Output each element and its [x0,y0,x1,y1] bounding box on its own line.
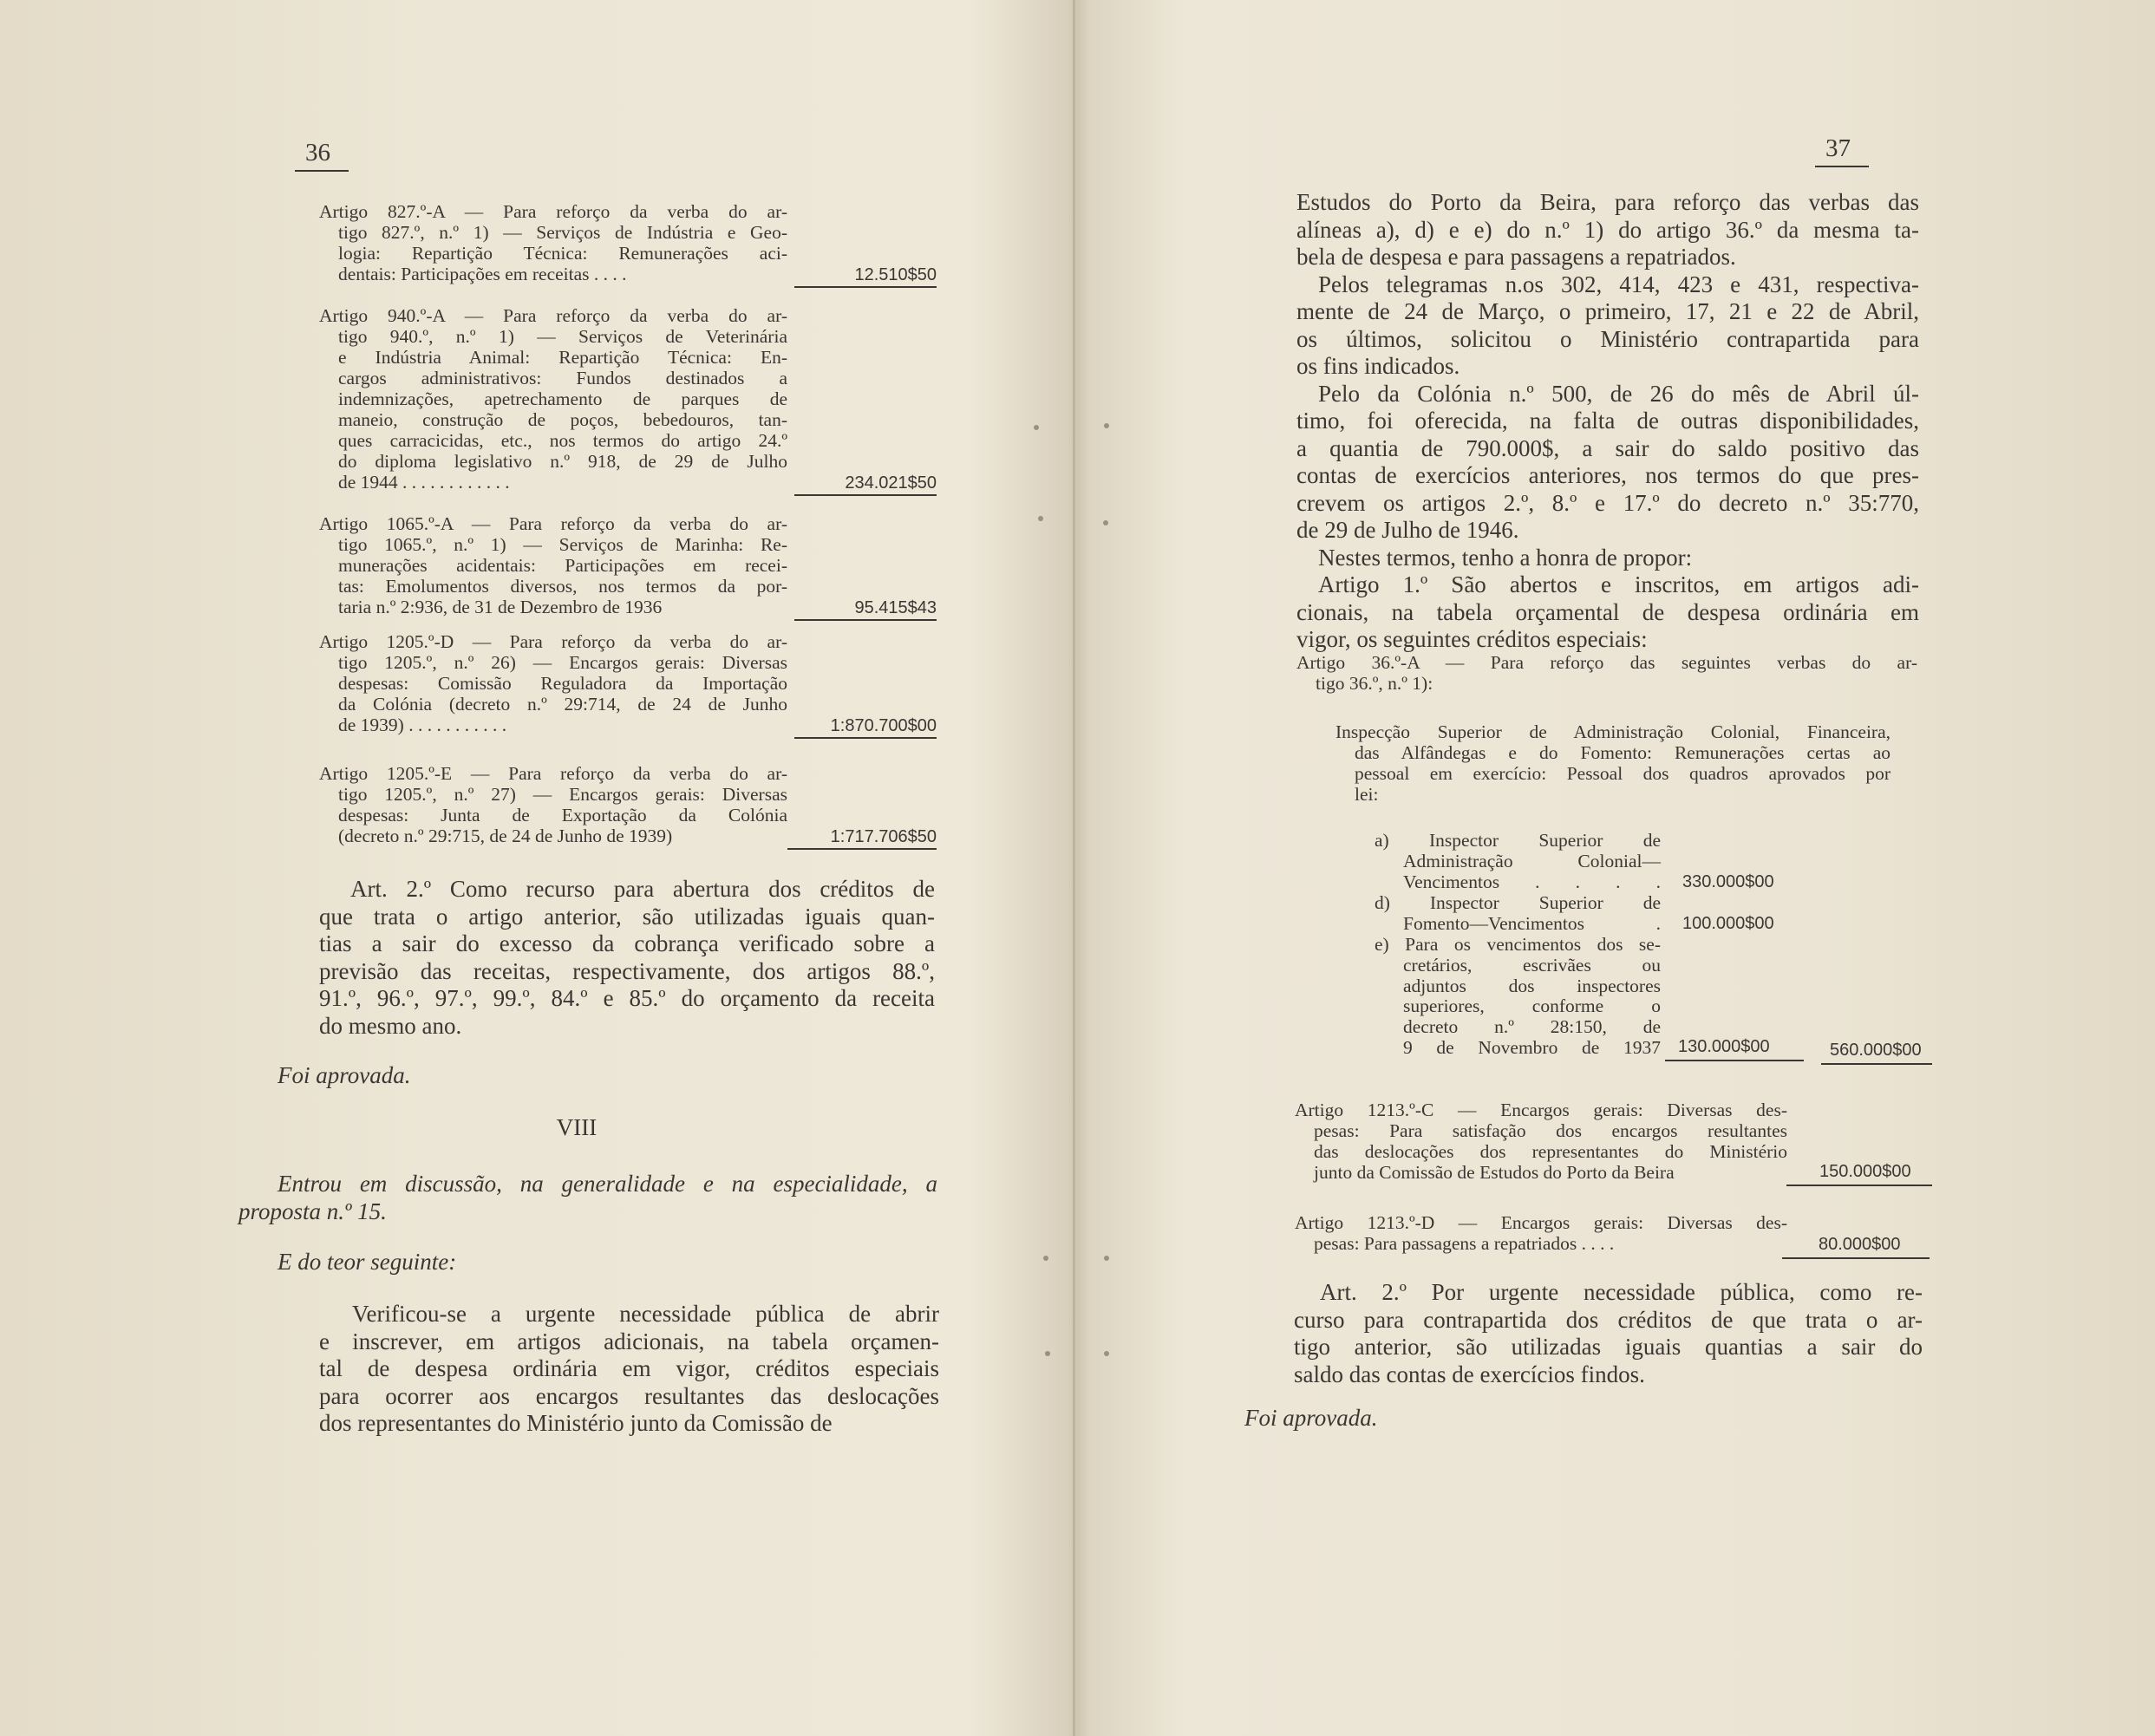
text-line: proposta n.º 15. [238,1198,387,1224]
amount-text: 560.000$00 [1830,1041,1922,1060]
item-a-amount [1682,872,1774,893]
text-line: Fomento—Vencimentos . [1403,912,1661,934]
page-number-text: 37 [1825,134,1851,162]
text-line: cretários, escrivães ou [1403,954,1661,976]
text-line: a quantia de 790.000$, a sair do saldo positivo das [1296,434,1919,461]
tenor-text: E do teor seguinte: [278,1249,457,1275]
paper-speck [1038,516,1043,521]
text-line: Artigo 36.º-A — Para reforço das seguintes verbas do ar- [1296,652,1917,673]
text-line: de 29 de Julho de 1946. [1296,517,1519,543]
text-line: curso para contrapartida dos créditos de que trata o ar- [1294,1306,1923,1333]
text-line: taria n.º 2:936, de 31 de Dezembro de 1936 [338,597,663,617]
text-line: Inspecção Superior de Administração Colonial, Financeira, [1335,721,1891,742]
total-rule [1821,1063,1932,1065]
article-36-heading [1296,652,1917,694]
text-line: do diploma legislativo n.º 918, de 29 de Julho [338,451,787,472]
paper-speck [1103,520,1108,525]
text-line: crevem os artigos 2.º, 8.º e 17.º do decreto n.º 35:770, [1296,489,1919,516]
text-line: Art. 2.º Como recurso para abertura dos créditos de [350,876,935,902]
paper-speck [1104,1351,1109,1356]
approval-text: Foi aprovada. [278,1062,411,1088]
tenor-line [278,1249,456,1276]
text-line: tigo 1205.º, n.º 26) — Encargos gerais: Diversas [338,652,787,673]
text-line: Entrou em discussão, na generalidade e na especialidade, a [278,1171,937,1197]
text-line: tigo 940.º, n.º 1) — Serviços de Veterinária [338,326,787,347]
text-line: cargos administrativos: Fundos destinados a [338,368,787,388]
page-number-rule [295,170,349,172]
right-page [1075,0,2155,1736]
text-line: d) Inspector Superior de [1375,892,1661,913]
amount-rule [1786,1185,1932,1186]
proposal-paragraph [319,1301,939,1438]
text-line: para ocorrer aos encargos resultantes das deslocações [319,1382,939,1409]
article-2-paragraph [319,876,935,1040]
text-line: contas de exercícios anteriores, nos termos do que pres- [1296,462,1919,488]
text-line: tigo 1065.º, n.º 1) — Serviços de Marinha: Re- [338,534,787,555]
text-line: tal de despesa ordinária em vigor, créditos especiais [319,1355,939,1381]
section-heading [538,1114,616,1141]
text-line: que trata o artigo anterior, são utilizadas iguais quan- [319,903,935,930]
text-line: Artigo 1065.º-A — Para reforço da verba do ar- [319,513,787,534]
page-number-right [1825,134,1851,163]
text-line: Verificou-se a urgente necessidade pública de abrir [352,1301,939,1327]
text-line: cionais, na tabela orçamental de despesa ordinária em [1296,598,1919,625]
text-line: junto da Comissão de Estudos do Porto da Beira [1314,1162,1675,1183]
item-e-amount [1678,1037,1770,1058]
entry-amount: 1:870.700$00 [830,716,937,735]
article-1213d [1295,1212,1787,1254]
text-line: tigo 1205.º, n.º 27) — Encargos gerais: Diversas [338,784,787,805]
text-line: mente de 24 de Março, o primeiro, 17, 21 e 22 de Abril, [1296,298,1919,324]
intro-paragraph [1296,189,1919,654]
text-line: despesas: Junta de Exportação da Colónia [338,805,787,826]
discussion-paragraph [238,1171,937,1225]
text-line: Art. 2.º Por urgente necessidade pública, como re- [1320,1279,1923,1305]
amount-rule [794,619,937,621]
approval-text: Foi aprovada. [1244,1405,1378,1431]
text-line: 91.º, 96.º, 97.º, 99.º, 84.º e 85.º do orçamento da receita [319,985,935,1011]
item-e [1375,935,1661,1059]
article-1213d-amount [1819,1235,1901,1256]
text-line: tias a sair do excesso da cobrança verificado sobre a [319,930,935,956]
entry-amount: 12.510$50 [854,265,937,284]
text-line: das deslocações dos representantes do Ministério [1314,1141,1787,1162]
text-line: da Colónia (decreto n.º 29:714, de 24 de Junho [338,694,787,715]
paper-speck [1104,423,1109,428]
text-line: timo, foi oferecida, na falta de outras disponibilidades, [1296,408,1919,434]
text-line: Artigo 1205.º-D — Para reforço da verba do ar- [319,631,787,652]
text-line: 9 de Novembro de 1937 [1403,1036,1661,1058]
text-line: ques carracicidas, etc., nos termos do artigo 24.º [338,430,787,451]
text-line: despesas: Comissão Reguladora da Importação [338,673,787,694]
text-line: munerações acidentais: Participações em recei- [338,555,787,576]
budget-entry [319,513,937,617]
section-number: VIII [556,1114,598,1140]
text-line: pessoal em exercício: Pessoal dos quadros aprovados por [1355,763,1891,784]
text-line: (decreto n.º 29:715, de 24 de Junho de 1939) [338,826,673,846]
text-line: do mesmo ano. [319,1012,462,1039]
amount-text: 80.000$00 [1819,1235,1901,1254]
paper-speck [1043,1256,1048,1261]
page-number-rule [1815,166,1869,167]
subtotal-rule [1665,1060,1804,1061]
text-line: de 1939) . . . . . . . . . . . [338,715,507,735]
text-line: lei: [1355,784,1379,805]
text-line: e) Para os vencimentos dos se- [1375,934,1661,955]
approval-note [278,1062,410,1090]
entry-amount: 95.415$43 [854,598,937,617]
article-2-paragraph [1294,1279,1923,1388]
item-a [1375,831,1661,892]
text-line: logia: Repartição Técnica: Remunerações aci- [338,243,787,264]
text-line: pesas: Para satisfação dos encargos resultantes [1314,1120,1787,1141]
approval-note [1244,1405,1377,1433]
text-line: superiores, conforme o [1403,995,1661,1017]
text-line: tigo 827.º, n.º 1) — Serviços de Indústria e Geo- [338,222,787,243]
text-line: Nestes termos, tenho a honra de propor: [1318,544,1693,571]
text-line: Artigo 827.º-A — Para reforço da verba do ar- [319,201,787,222]
text-line: tigo 36.º, n.º 1): [1316,673,1433,694]
text-line: Administração Colonial— [1403,850,1661,871]
amount-rule [1782,1257,1930,1259]
text-line: maneio, construção de poços, bebedouros, tan- [338,409,787,430]
budget-entry [319,305,937,493]
entry-amount: 234.021$50 [845,473,937,493]
text-line: Artigo 1213.º-C — Encargos gerais: Diversas des- [1295,1100,1787,1120]
text-line: dos representantes do Ministério junto da Comissão de [319,1410,833,1436]
paper-speck [1104,1256,1109,1261]
text-line: tigo anterior, são utilizadas iguais quantias a sair do [1294,1334,1923,1360]
text-line: das Alfândegas e do Fomento: Remunerações certas ao [1355,742,1891,763]
text-line: dentais: Participações em receitas . . . . [338,264,627,284]
paper-speck [1034,425,1039,430]
page-number-text: 36 [305,139,330,166]
text-line: Artigo 1213.º-D — Encargos gerais: Diversas des- [1295,1212,1787,1233]
entry-amount: 1:717.706$50 [830,827,937,846]
amount-rule [794,286,937,288]
text-line: de 1944 . . . . . . . . . . . . [338,472,510,493]
budget-entry [319,201,937,284]
text-line: adjuntos dos inspectores [1403,975,1661,996]
text-line: e Indústria Animal: Repartição Técnica: En- [338,347,787,368]
item-d [1375,893,1661,935]
amount-rule [794,494,937,496]
text-line: alíneas a), d) e e) do n.º 1) do artigo 36.º da mesma ta- [1296,216,1919,243]
text-line: bela de despesa e para passagens a repatriados. [1296,244,1736,270]
text-line: os fins indicados. [1296,353,1460,379]
text-line: a) Inspector Superior de [1375,830,1661,851]
text-line: vigor, os seguintes créditos especiais: [1296,626,1648,652]
text-line: tas: Emolumentos diversos, nos termos da por- [338,576,787,597]
budget-entry [319,763,937,846]
amount-text: 100.000$00 [1682,914,1774,933]
text-line: Artigo 1205.º-E — Para reforço da verba do ar- [319,763,787,784]
budget-entry [319,631,937,735]
left-page [0,0,1073,1736]
text-line: decreto n.º 28:150, de [1403,1016,1661,1038]
amount-text: 130.000$00 [1678,1037,1770,1056]
amount-text: 150.000$00 [1819,1162,1911,1181]
text-line: Pelo da Colónia n.º 500, de 26 do mês de Abril úl- [1318,380,1919,407]
text-line: e inscrever, em artigos adicionais, na tabela orçamen- [319,1328,939,1354]
amount-text: 330.000$00 [1682,872,1774,891]
inspection-heading [1335,721,1891,805]
text-line: os últimos, solicitou o Ministério contrapartida para [1296,325,1919,352]
total-amount [1830,1041,1922,1061]
text-line: previsão das receitas, respectivamente, dos artigos 88.º, [319,957,935,984]
text-line: pesas: Para passagens a repatriados . . . . [1314,1233,1615,1254]
text-line: saldo das contas de exercícios findos. [1294,1361,1645,1387]
article-1213c [1295,1100,1787,1183]
text-line: Pelos telegramas n.os 302, 414, 423 e 431, respectiva- [1318,271,1919,297]
text-line: Artigo 940.º-A — Para reforço da verba do ar- [319,305,787,326]
item-d-amount [1682,914,1774,935]
page-number-left [305,139,330,167]
text-line: Vencimentos . . . . [1403,871,1661,892]
amount-rule [787,848,937,850]
text-line: Artigo 1.º São abertos e inscritos, em artigos adi- [1318,571,1919,597]
text-line: Estudos do Porto da Beira, para reforço das verbas das [1296,189,1919,215]
paper-speck [1045,1351,1050,1356]
amount-rule [794,737,937,739]
text-line: indemnizações, apetrechamento de parques de [338,388,787,409]
article-1213c-amount [1819,1162,1911,1183]
